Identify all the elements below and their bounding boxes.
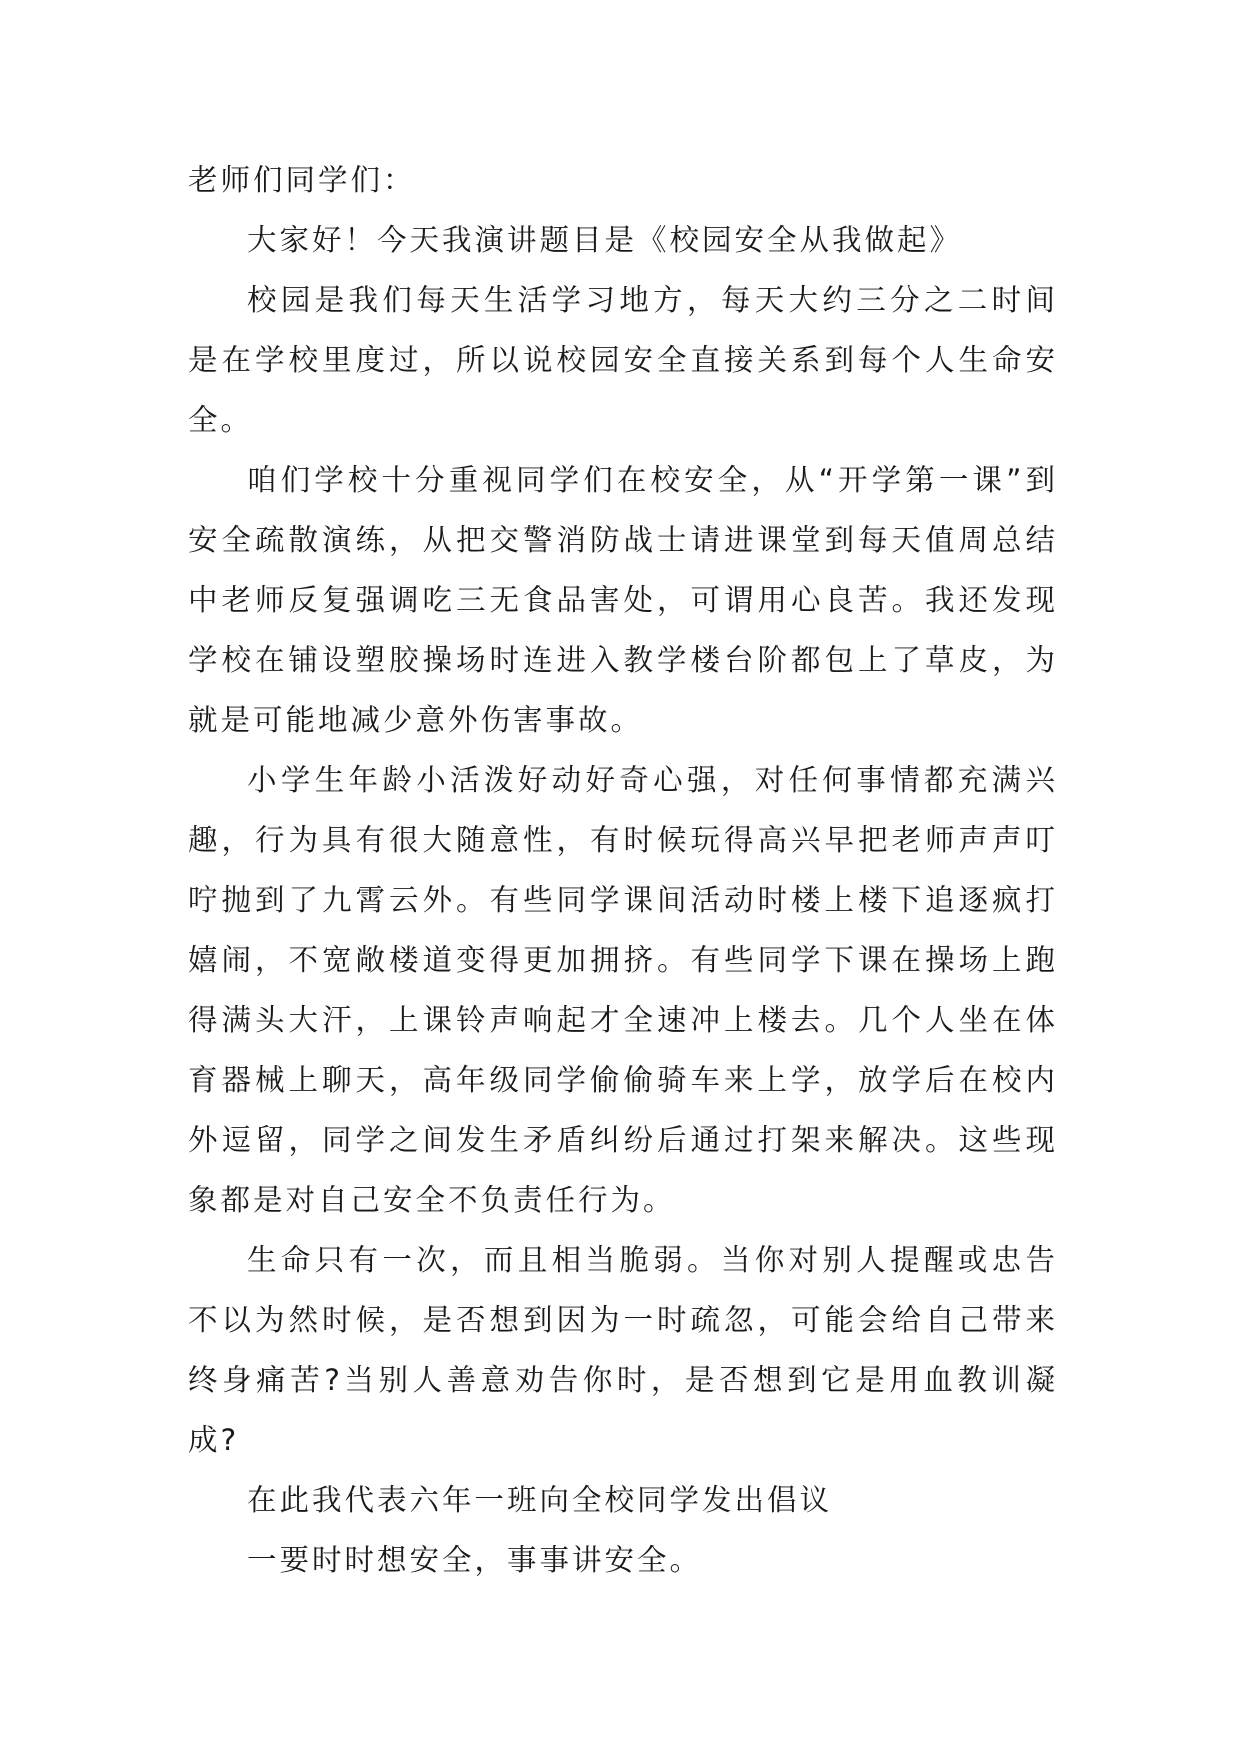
paragraph-student-behavior: 小学生年龄小活泼好动好奇心强，对任何事情都充满兴趣，行为具有很大随意性，有时候玩得高兴早把老师声声叮咛抛到了九霄云外。有些同学课间活动时楼上楼下追逐疯打嬉闹，不宽敞楼道变得更加拥挤。有些同学下课在操场上跑得满头大汗，上课铃声响起才全速冲上楼去。几个人坐在体育器械上聊天，高年级同学偷偷骑车来上学，放学后在校内外逗留，同学之间发生矛盾纠纷后通过打架来解决。这些现象都是对自己安全不负责任行为。: [188, 763, 1058, 1217]
paragraph-life: 生命只有一次，而且相当脆弱。当你对别人提醒或忠告不以为然时候，是否想到因为一时疏忽，可能会给自己带来终身痛苦?当别人善意劝告你时，是否想到它是用血教训凝成?: [188, 1243, 1058, 1457]
paragraph-proposal: 在此我代表六年一班向全校同学发出倡议: [247, 1483, 833, 1517]
paragraph-point-one: 一要时时想安全，事事讲安全。: [247, 1543, 703, 1577]
paragraph-greeting: 大家好！今天我演讲题目是《校园安全从我做起》: [247, 223, 963, 257]
salutation: 老师们同学们：: [188, 163, 416, 197]
paragraph-campus: 校园是我们每天生活学习地方，每天大约三分之二时间是在学校里度过，所以说校园安全直接关系到每个人生命安全。: [188, 283, 1058, 437]
paragraph-school-efforts: 咱们学校十分重视同学们在校安全，从“开学第一课”到安全疏散演练，从把交警消防战士请进课堂到每天值周总结中老师反复强调吃三无食品害处，可谓用心良苦。我还发现学校在铺设塑胶操场时连进入教学楼台阶都包上了草皮，为就是可能地减少意外伤害事故。: [188, 463, 1058, 737]
document-page: [188, 150, 1058, 1590]
